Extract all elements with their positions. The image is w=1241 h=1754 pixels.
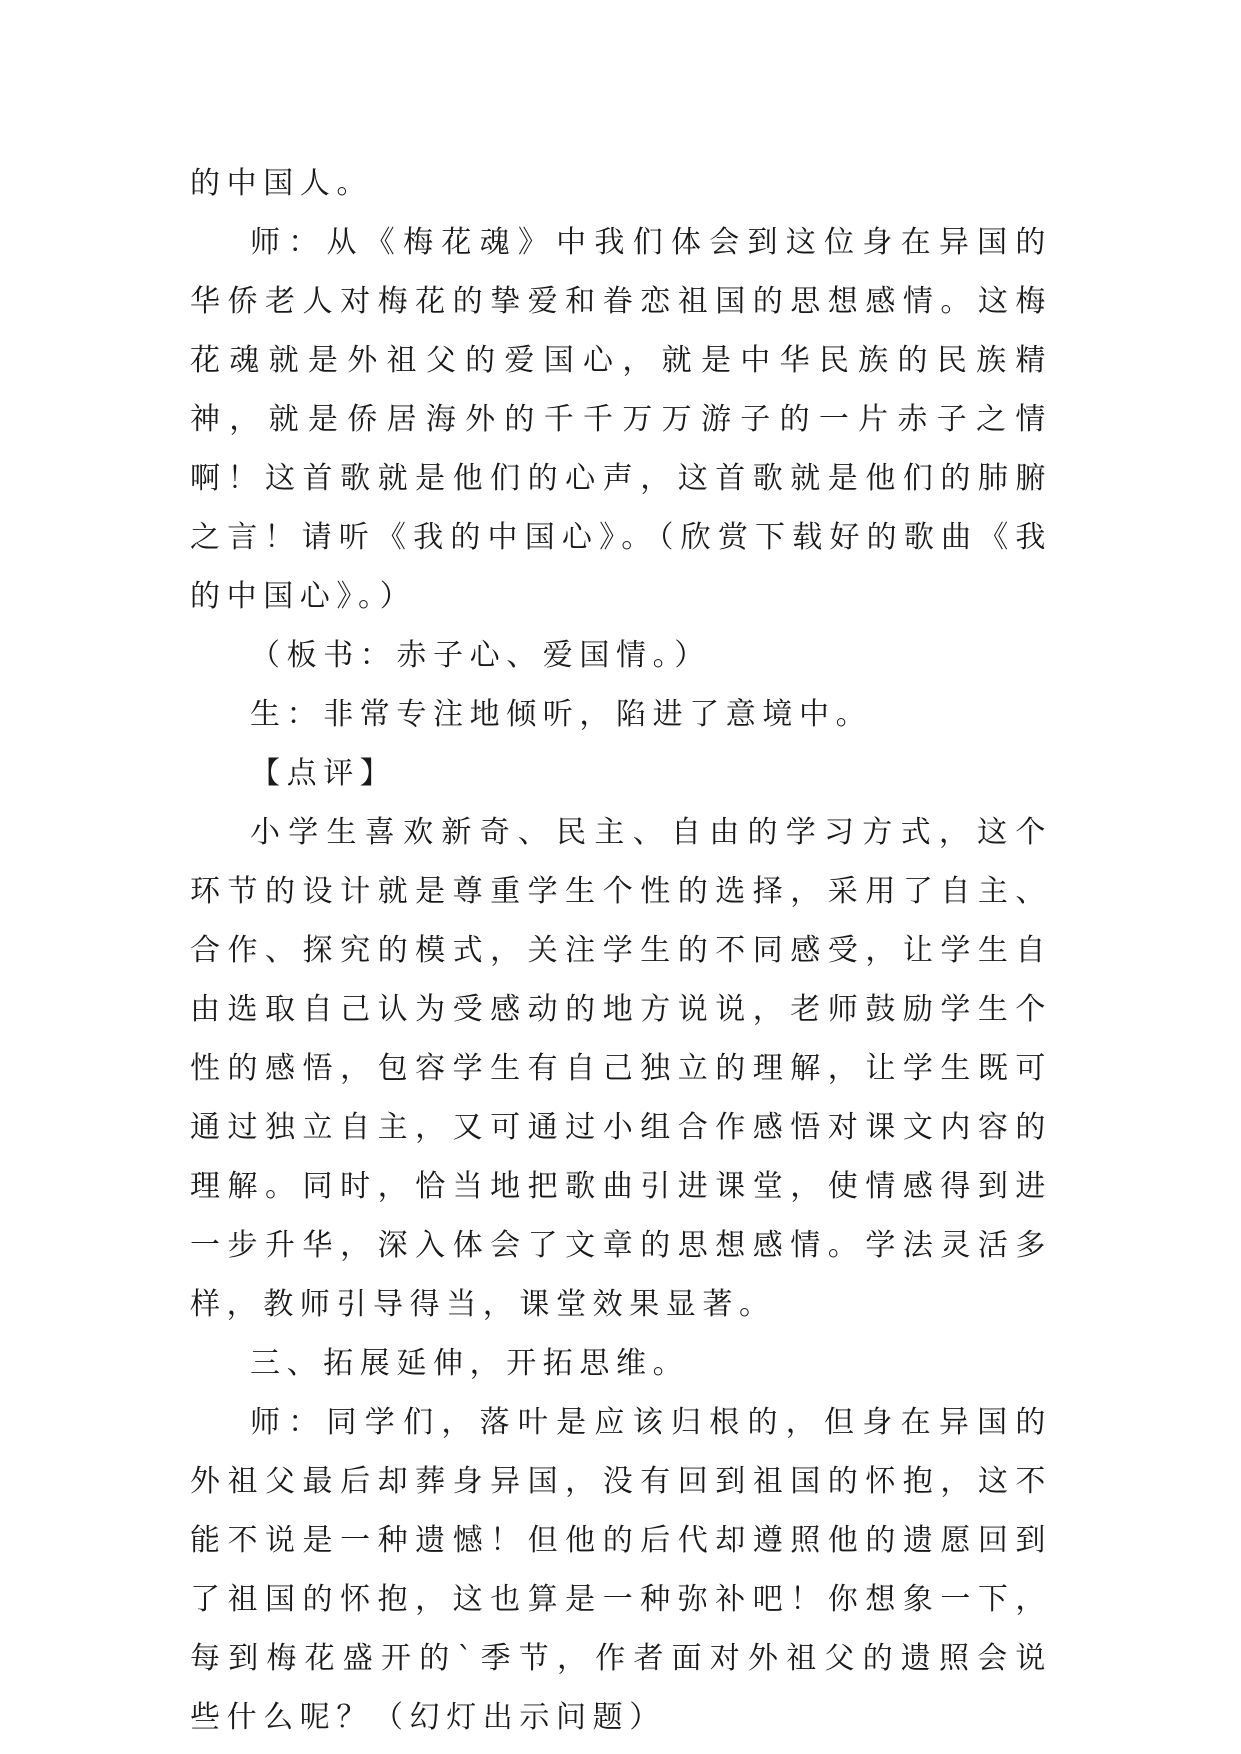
paragraph-teacher-song: 师：从《梅花魂》中我们体会到这位身在异国的华侨老人对梅花的挚爱和眷恋祖国的思想感情。这梅花魂就是外祖父的爱国心，就是中华民族的民族精神，就是侨居海外的千千万万游子的一片赤子之情啊！这首歌就是他们的心声，这首歌就是他们的肺腑之言！请听《我的中国心》。（欣赏下载好的歌曲《我的中国心》。） (190, 225, 1052, 614)
document-body (190, 154, 1052, 1747)
paragraph-comment-heading: 【点评】 (250, 756, 397, 791)
paragraph-comment-body: 小学生喜欢新奇、民主、自由的学习方式，这个环节的设计就是尊重学生个性的选择，采用了自主、合作、探究的模式，关注学生的不同感受，让学生自由选取自己认为受感动的地方说说，老师鼓励学生个性的感悟，包容学生有自己独立的理解，让学生既可通过独立自主，又可通过小组合作感悟对课文内容的理解。同时，恰当地把歌曲引进课堂，使情感得到进一步升华，深入体会了文章的思想感情。学法灵活多样，教师引导得当，课堂效果显著。 (190, 815, 1052, 1322)
paragraph-blackboard: （板书：赤子心、爱国情。） (250, 638, 711, 673)
paragraph-continuation: 的中国人。 (190, 166, 373, 201)
paragraph-teacher-question: 师：同学们，落叶是应该归根的，但身在异国的外祖父最后却葬身异国，没有回到祖国的怀抱，这不能不说是一种遗憾！但他的后代却遵照他的遗愿回到了祖国的怀抱，这也算是一种弥补吧！你想象一下，每到梅花盛开的`季节，作者面对外祖父的遗照会说些什么呢？（幻灯出示问题） (190, 1405, 1052, 1735)
paragraph-student-listen: 生：非常专注地倾听，陷进了意境中。 (250, 697, 873, 732)
paragraph-section-three: 三、拓展延伸，开拓思维。 (250, 1346, 690, 1381)
